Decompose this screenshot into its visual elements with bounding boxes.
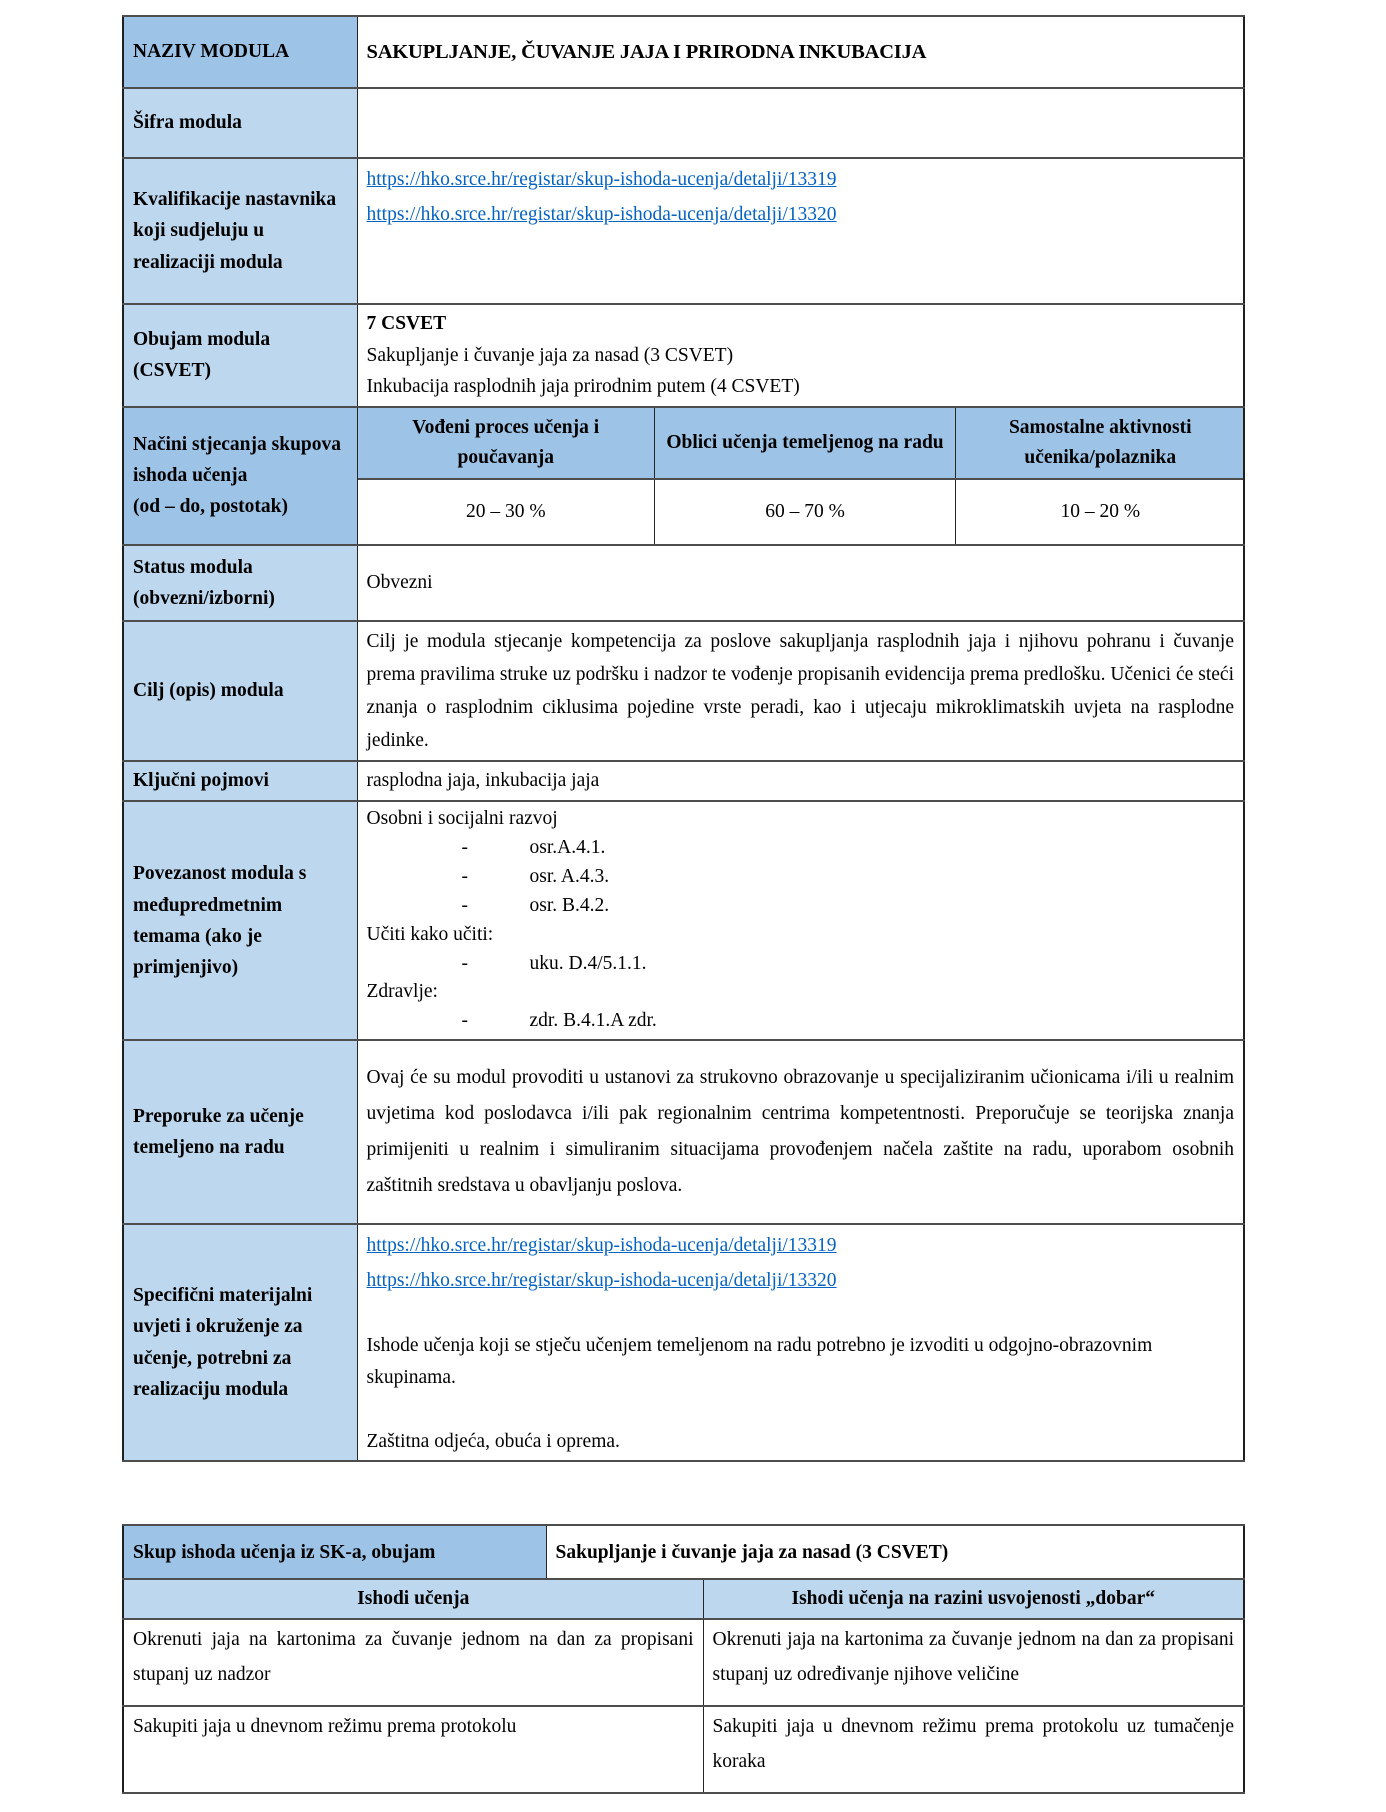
povezanost-item-text: osr.A.4.1.	[529, 837, 606, 859]
nacini-header-row	[358, 408, 1245, 479]
povezanost-intro-3: Zdravlje:	[366, 981, 438, 1003]
label-kvalifikacije: Kvalifikacije nastavnika koji sudjeluju u realizaciji modula	[123, 158, 357, 304]
skup-data-row	[123, 1706, 1244, 1793]
dobar-cell: Sakupiti jaja u dnevnom režimu prema protokolu uz tumačenje koraka	[703, 1706, 1244, 1793]
nacini-subtable	[358, 408, 1245, 544]
label-kljucni-pojmovi: Ključni pojmovi	[123, 761, 357, 801]
nacini-col3-header: Samostalne aktivnosti učenika/polaznika	[956, 408, 1245, 479]
dash-bullet: -	[461, 837, 468, 859]
label-obujam-modula: Obujam modula (CSVET)	[123, 304, 357, 407]
row-preporuke	[123, 1040, 1244, 1224]
row-specificni-uvjeti	[123, 1224, 1244, 1461]
povezanost-value	[357, 801, 1244, 1040]
skup-header-row	[123, 1579, 1244, 1619]
nacini-col2-header: Oblici učenja temeljenog na radu	[655, 408, 956, 479]
label-nacini-stjecanja: Načini stjecanja skupova ishoda učenja (od – do, postotak)	[123, 407, 357, 545]
povezanost-item-text: osr. A.4.3.	[529, 866, 610, 888]
sifra-modula-value	[357, 88, 1244, 158]
row-kvalifikacije	[123, 158, 1244, 304]
row-cilj-modula	[123, 621, 1244, 762]
obujam-total: 7 CSVET	[366, 313, 447, 334]
povezanost-item	[367, 834, 1235, 863]
obujam-line-2: Inkubacija rasplodnih jaja prirodnim putem (4 CSVET)	[366, 376, 800, 398]
skup-ishoda-table	[122, 1524, 1245, 1794]
dash-bullet: -	[461, 952, 468, 974]
row-status-modula	[123, 545, 1244, 621]
row-naziv-modula	[123, 16, 1244, 88]
link-hko-13319-2[interactable]: https://hko.srce.hr/registar/skup-ishoda-ucenja/detalji/13319	[366, 1235, 837, 1257]
label-preporuke: Preporuke za učenje temeljeno na radu	[123, 1040, 357, 1224]
kljucni-pojmovi-value: rasplodna jaja, inkubacija jaja	[357, 761, 1244, 801]
status-modula-value: Obvezni	[357, 545, 1244, 621]
obujam-modula-value	[357, 304, 1244, 407]
module-table	[122, 15, 1245, 1462]
povezanost-intro-1: Osobni i socijalni razvoj	[366, 808, 558, 830]
dash-bullet: -	[461, 866, 468, 888]
col-header-ishodi-dobar: Ishodi učenja na razini usvojenosti „dobar“	[703, 1579, 1244, 1619]
nacini-col3-value: 10 – 20 %	[956, 479, 1245, 544]
nacini-col2-value: 60 – 70 %	[655, 479, 956, 544]
specificni-para-2: Zaštitna odjeća, obuća i oprema.	[366, 1430, 620, 1452]
obujam-line-1: Sakupljanje i čuvanje jaja za nasad (3 CSVET)	[366, 344, 734, 366]
row-sifra-modula	[123, 88, 1244, 158]
ishod-cell: Okrenuti jaja na kartonima za čuvanje jednom na dan za propisani stupanj uz nadzor	[123, 1619, 703, 1706]
module-title: SAKUPLJANJE, ČUVANJE JAJA I PRIRODNA INKUBACIJA	[357, 16, 1244, 88]
cilj-modula-value: Cilj je modula stjecanje kompetencija za poslove sakupljanja rasplodnih jaja i njihovu pohranu i čuvanje prema pravilima struke uz podršku i nadzor te vođenje propisanih evidencija prema predlošku. Učenici će steći znanja o rasplodnim ciklusima pojedine vrste peradi, kao i utjecaju mikroklimatskih uvjeta na rasplodne jedinke.	[357, 621, 1244, 762]
povezanost-item	[367, 892, 1235, 921]
povezanost-item	[367, 863, 1235, 892]
nacini-values-row	[358, 479, 1245, 544]
document-page	[122, 15, 1243, 1794]
col-header-ishodi-ucenja: Ishodi učenja	[123, 1579, 703, 1619]
label-specificni-uvjeti: Specifični materijalni uvjeti i okruženje za učenje, potrebni za realizaciju modula	[123, 1224, 357, 1461]
kvalifikacije-links	[357, 158, 1244, 304]
label-sifra-modula: Šifra modula	[123, 88, 357, 158]
ishod-cell: Sakupiti jaja u dnevnom režimu prema protokolu	[123, 1706, 703, 1793]
row-povezanost	[123, 801, 1244, 1040]
link-hko-13320[interactable]: https://hko.srce.hr/registar/skup-ishoda-ucenja/detalji/13320	[366, 204, 837, 226]
specificni-links	[367, 1228, 1235, 1298]
dash-bullet: -	[461, 1010, 468, 1032]
label-status-modula: Status modula (obvezni/izborni)	[123, 545, 357, 621]
nacini-col1-value: 20 – 30 %	[358, 479, 655, 544]
row-kljucni-pojmovi	[123, 761, 1244, 801]
nacini-col1-header: Vođeni proces učenja i poučavanja	[358, 408, 655, 479]
specificni-uvjeti-value	[357, 1224, 1244, 1461]
nacini-subtable-wrap	[357, 407, 1244, 545]
label-povezanost: Povezanost modula s međupredmetnim temama (ako je primjenjivo)	[123, 801, 357, 1040]
dobar-cell: Okrenuti jaja na kartonima za čuvanje jednom na dan za propisani stupanj uz određivanje njihove veličine	[703, 1619, 1244, 1706]
blank-line	[367, 1298, 1235, 1330]
povezanost-item-text: uku. D.4/5.1.1.	[529, 952, 647, 974]
preporuke-value: Ovaj će su modul provoditi u ustanovi za strukovno obrazovanje u specijaliziranim učionicama i/ili u realnim uvjetima kod poslodavca i/ili pak regionalnim centrima kompetentnosti. Preporučuje se teorijska znanja primijeniti u realnim i simuliranim situacijama provođenjem načela zaštite na radu, uporabom osobnih zaštitnih sredstava u obavljanju poslova.	[357, 1040, 1244, 1224]
row-obujam-modula	[123, 304, 1244, 407]
skup-ishoda-value: Sakupljanje i čuvanje jaja za nasad (3 CSVET)	[546, 1525, 1244, 1579]
skup-data-row	[123, 1619, 1244, 1706]
label-naziv-modula: NAZIV MODULA	[123, 16, 357, 88]
blank-line	[367, 1394, 1235, 1426]
povezanost-item-text: osr. B.4.2.	[529, 894, 610, 916]
dash-bullet: -	[461, 894, 468, 916]
link-hko-13320-2[interactable]: https://hko.srce.hr/registar/skup-ishoda-ucenja/detalji/13320	[366, 1270, 837, 1292]
specificni-para-1: Ishode učenja koji se stječu učenjem temeljenom na radu potrebno je izvoditi u odgojno-obrazovnim skupinama.	[366, 1335, 1153, 1388]
povezanost-item	[367, 950, 1235, 979]
povezanost-intro-2: Učiti kako učiti:	[366, 923, 494, 945]
povezanost-item-text: zdr. B.4.1.A zdr.	[529, 1010, 657, 1032]
skup-title-row	[123, 1525, 1244, 1579]
row-nacini-stjecanja	[123, 407, 1244, 545]
label-cilj-modula: Cilj (opis) modula	[123, 621, 357, 762]
povezanost-item	[367, 1007, 1235, 1036]
label-skup-ishoda: Skup ishoda učenja iz SK-a, obujam	[123, 1525, 546, 1579]
link-hko-13319[interactable]: https://hko.srce.hr/registar/skup-ishoda-ucenja/detalji/13319	[366, 169, 837, 190]
